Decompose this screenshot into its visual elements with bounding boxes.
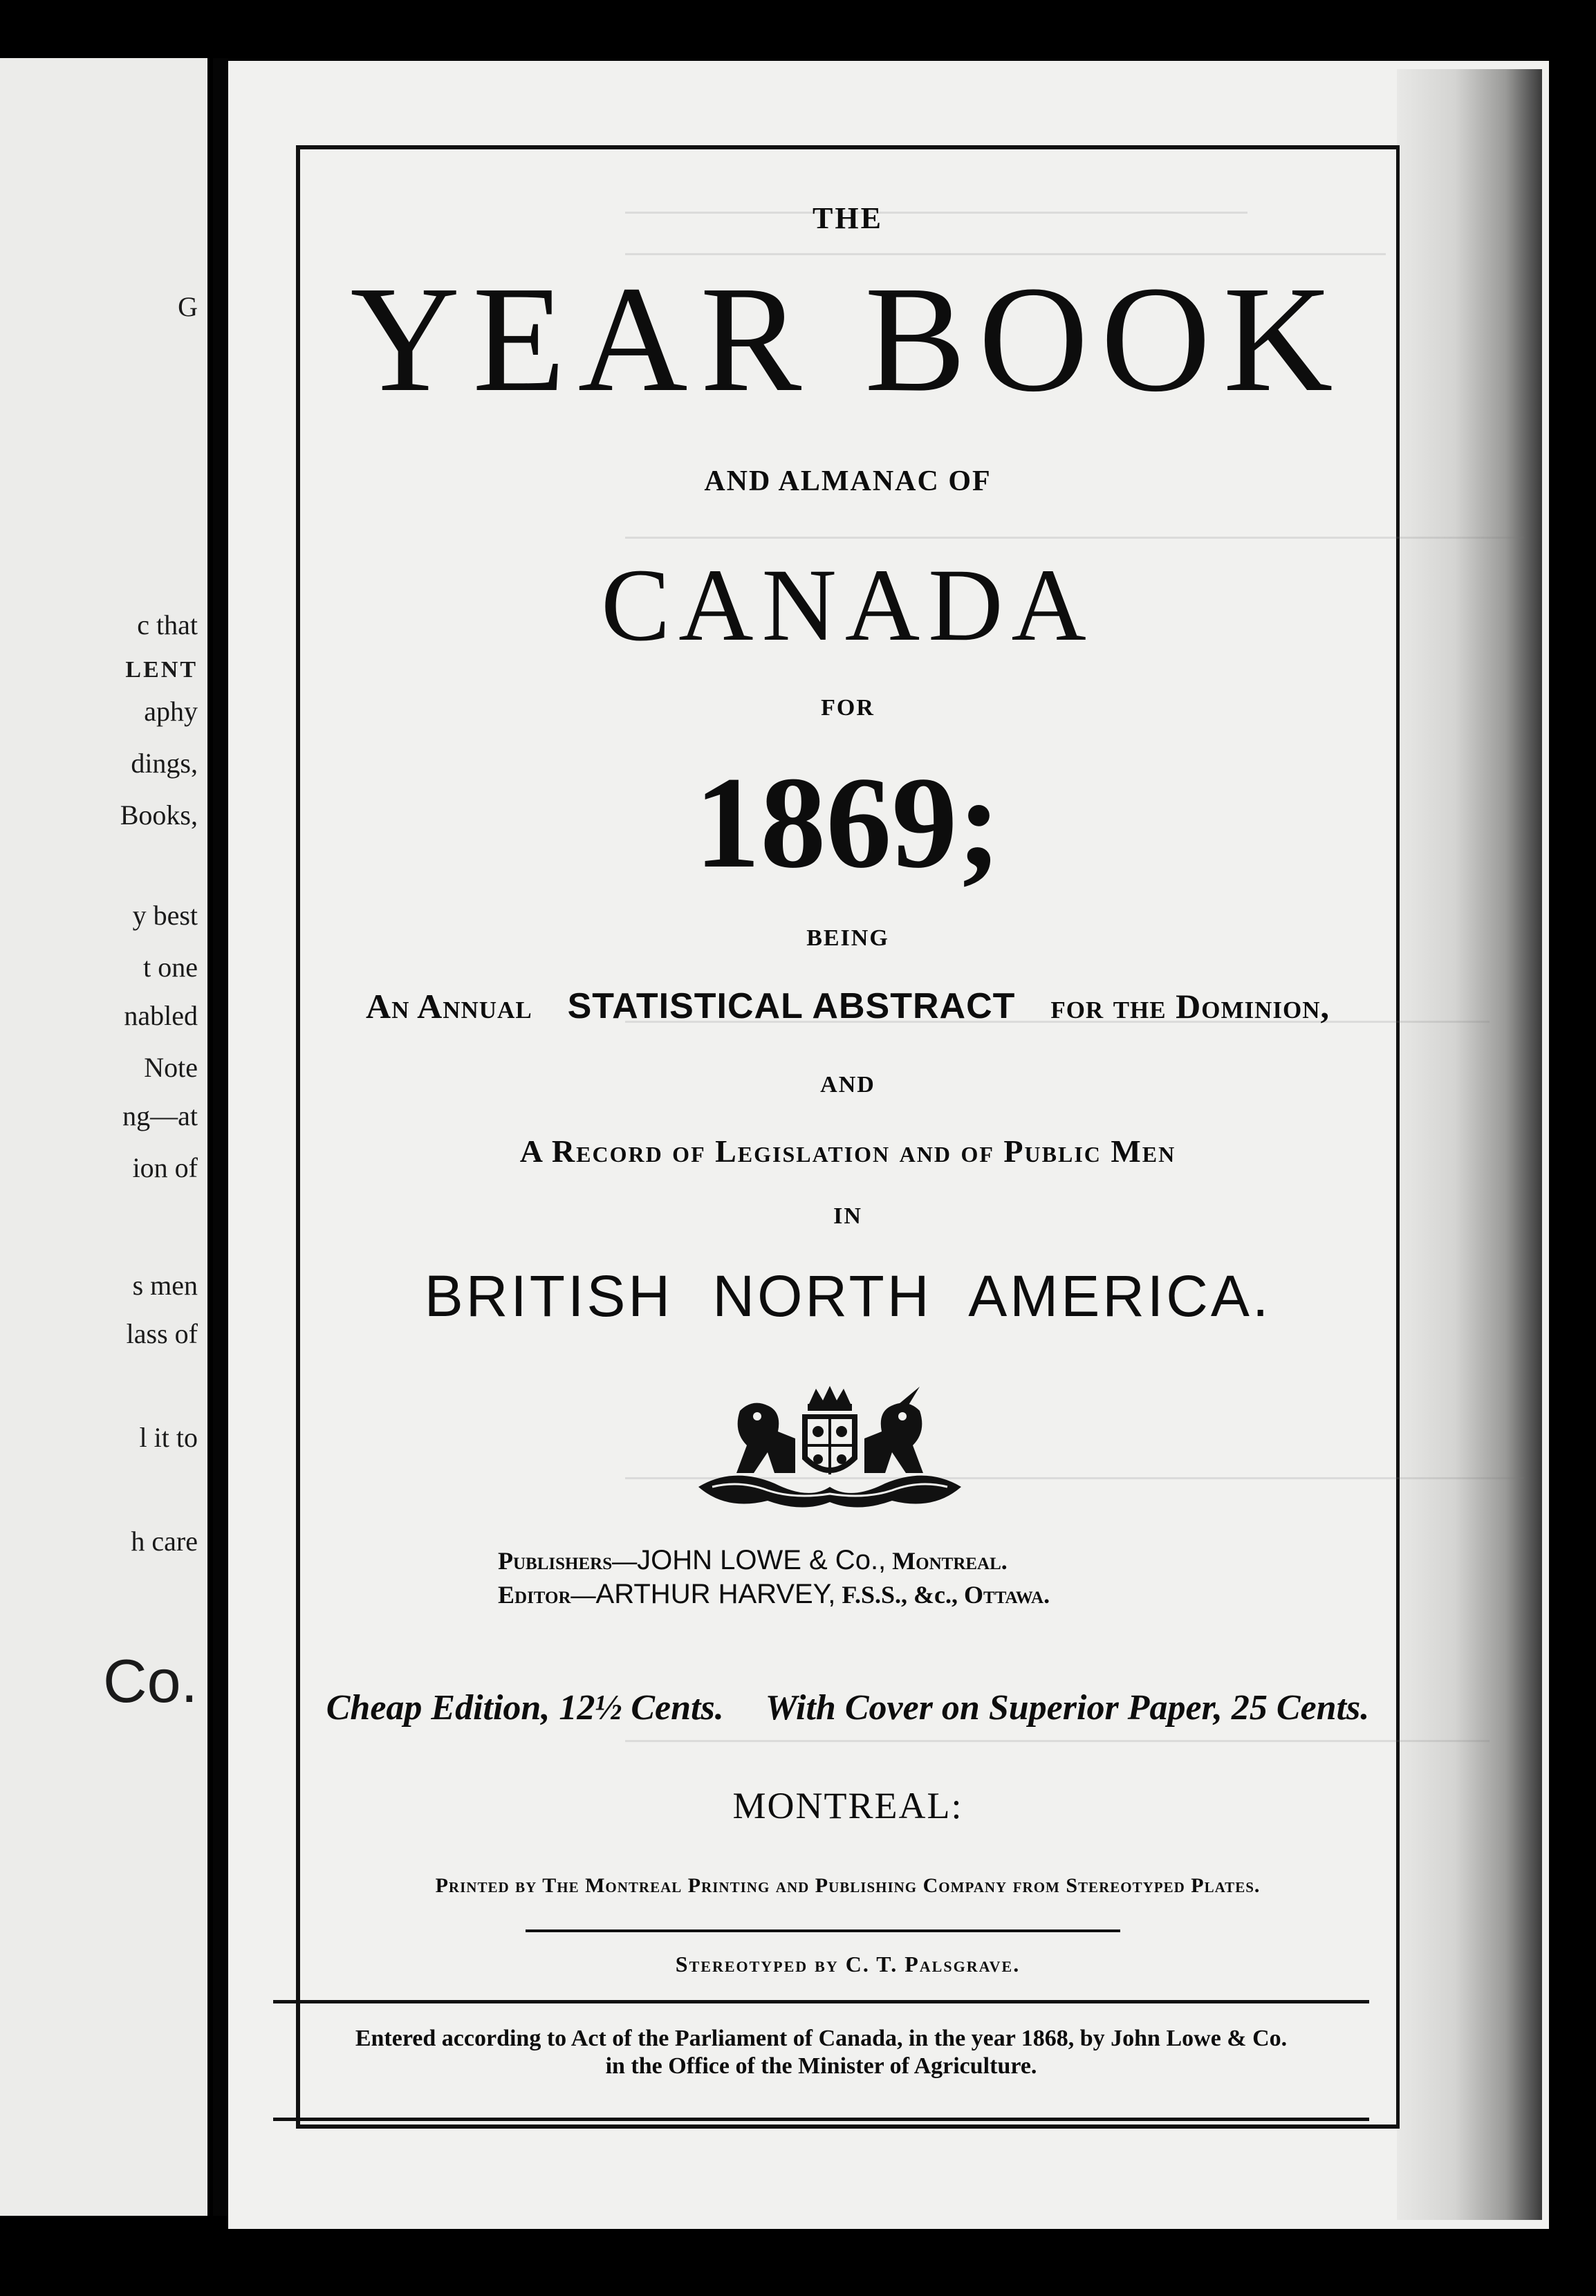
- annual-line-part-a: An Annual: [366, 987, 532, 1026]
- left-page-text-fragment: s men: [132, 1270, 198, 1301]
- left-facing-page: [0, 58, 207, 2216]
- city-heading: MONTREAL:: [732, 1785, 963, 1826]
- left-page-text-fragment: LENT: [125, 657, 198, 683]
- copyright-line-2: in the Office of the Minister of Agriculture.: [605, 2053, 1037, 2079]
- editor-place: Ottawa.: [964, 1581, 1050, 1609]
- record-line: A Record of Legislation and of Public Men: [519, 1133, 1176, 1169]
- left-page-text-fragment: Co.: [103, 1647, 198, 1715]
- bottom-rule: [273, 2118, 1369, 2121]
- left-page-text-fragment: lass of: [126, 1318, 198, 1349]
- publishers-name: JOHN LOWE & Co.,: [637, 1545, 887, 1575]
- printer-line: Printed by The Montreal Printing and Publishing Company from Stereotyped Plates.: [435, 1874, 1261, 1897]
- publishers-block: [498, 1544, 1259, 1611]
- copyright-line-1: Entered according to Act of the Parliament of Canada, in the year 1868, by John Lowe & Co.: [355, 2026, 1288, 2051]
- editor-name: ARTHUR HARVEY,: [595, 1579, 836, 1609]
- price-cheap-edition: Cheap Edition, 12½ Cents.: [326, 1688, 724, 1728]
- country-title: CANADA: [601, 548, 1095, 663]
- left-page-text-fragment: Note: [144, 1052, 198, 1083]
- year-title: 1869;: [694, 750, 1001, 896]
- publishers-line: [498, 1544, 1259, 1577]
- page-edge-shadow: [1397, 69, 1542, 2220]
- left-page-text-fragment: Books,: [120, 799, 198, 831]
- left-page-text-fragment: ng—at: [122, 1100, 198, 1131]
- editor-line: [498, 1577, 1259, 1611]
- editor-suffix: F.S.S., &c.,: [842, 1581, 958, 1609]
- almanac-line: AND ALMANAC OF: [704, 465, 992, 497]
- price-cover-edition: With Cover on Superior Paper, 25 Cents.: [765, 1688, 1370, 1728]
- left-page-text-fragment: nabled: [124, 1000, 198, 1031]
- annual-line-part-c: for the Dominion,: [1050, 987, 1330, 1026]
- for-label: FOR: [821, 695, 875, 721]
- main-title: YEAR BOOK: [350, 254, 1346, 423]
- divider-rule: [526, 1929, 1120, 1932]
- left-page-text-fragment: h care: [131, 1526, 198, 1557]
- copyright-notice: [273, 2025, 1369, 2080]
- title-text-column: [296, 0, 1400, 2296]
- left-page-text-fragment: ion of: [132, 1152, 198, 1183]
- annual-line-part-b: STATISTICAL ABSTRACT: [567, 986, 1016, 1026]
- royal-coat-of-arms-icon: [692, 1383, 968, 1515]
- left-page-text-fragment: G: [178, 291, 198, 322]
- page-gutter: [213, 58, 228, 2216]
- title-the: THE: [813, 201, 883, 235]
- and-label: AND: [820, 1072, 875, 1098]
- left-page-text-fragment: t one: [143, 952, 198, 983]
- divider-rule-long: [273, 2000, 1369, 2003]
- left-page-text-fragment: l it to: [139, 1422, 198, 1453]
- editor-label: Editor—: [498, 1581, 596, 1609]
- price-line: [296, 1687, 1400, 1728]
- in-label: IN: [833, 1203, 862, 1229]
- left-page-text-fragment: c that: [137, 609, 198, 640]
- publishers-label: Publishers—: [498, 1547, 638, 1575]
- publishers-place: Montreal.: [892, 1547, 1008, 1575]
- left-page-text-fragment: dings,: [131, 748, 198, 779]
- annual-abstract-line: [296, 985, 1400, 1027]
- stereotyper-line: Stereotyped by C. T. Palsgrave.: [675, 1952, 1021, 1976]
- region-title: BRITISH NORTH AMERICA.: [424, 1263, 1272, 1328]
- left-page-text-fragment: y best: [132, 900, 198, 931]
- being-label: BEING: [806, 925, 889, 951]
- left-page-text-fragment: aphy: [144, 696, 198, 727]
